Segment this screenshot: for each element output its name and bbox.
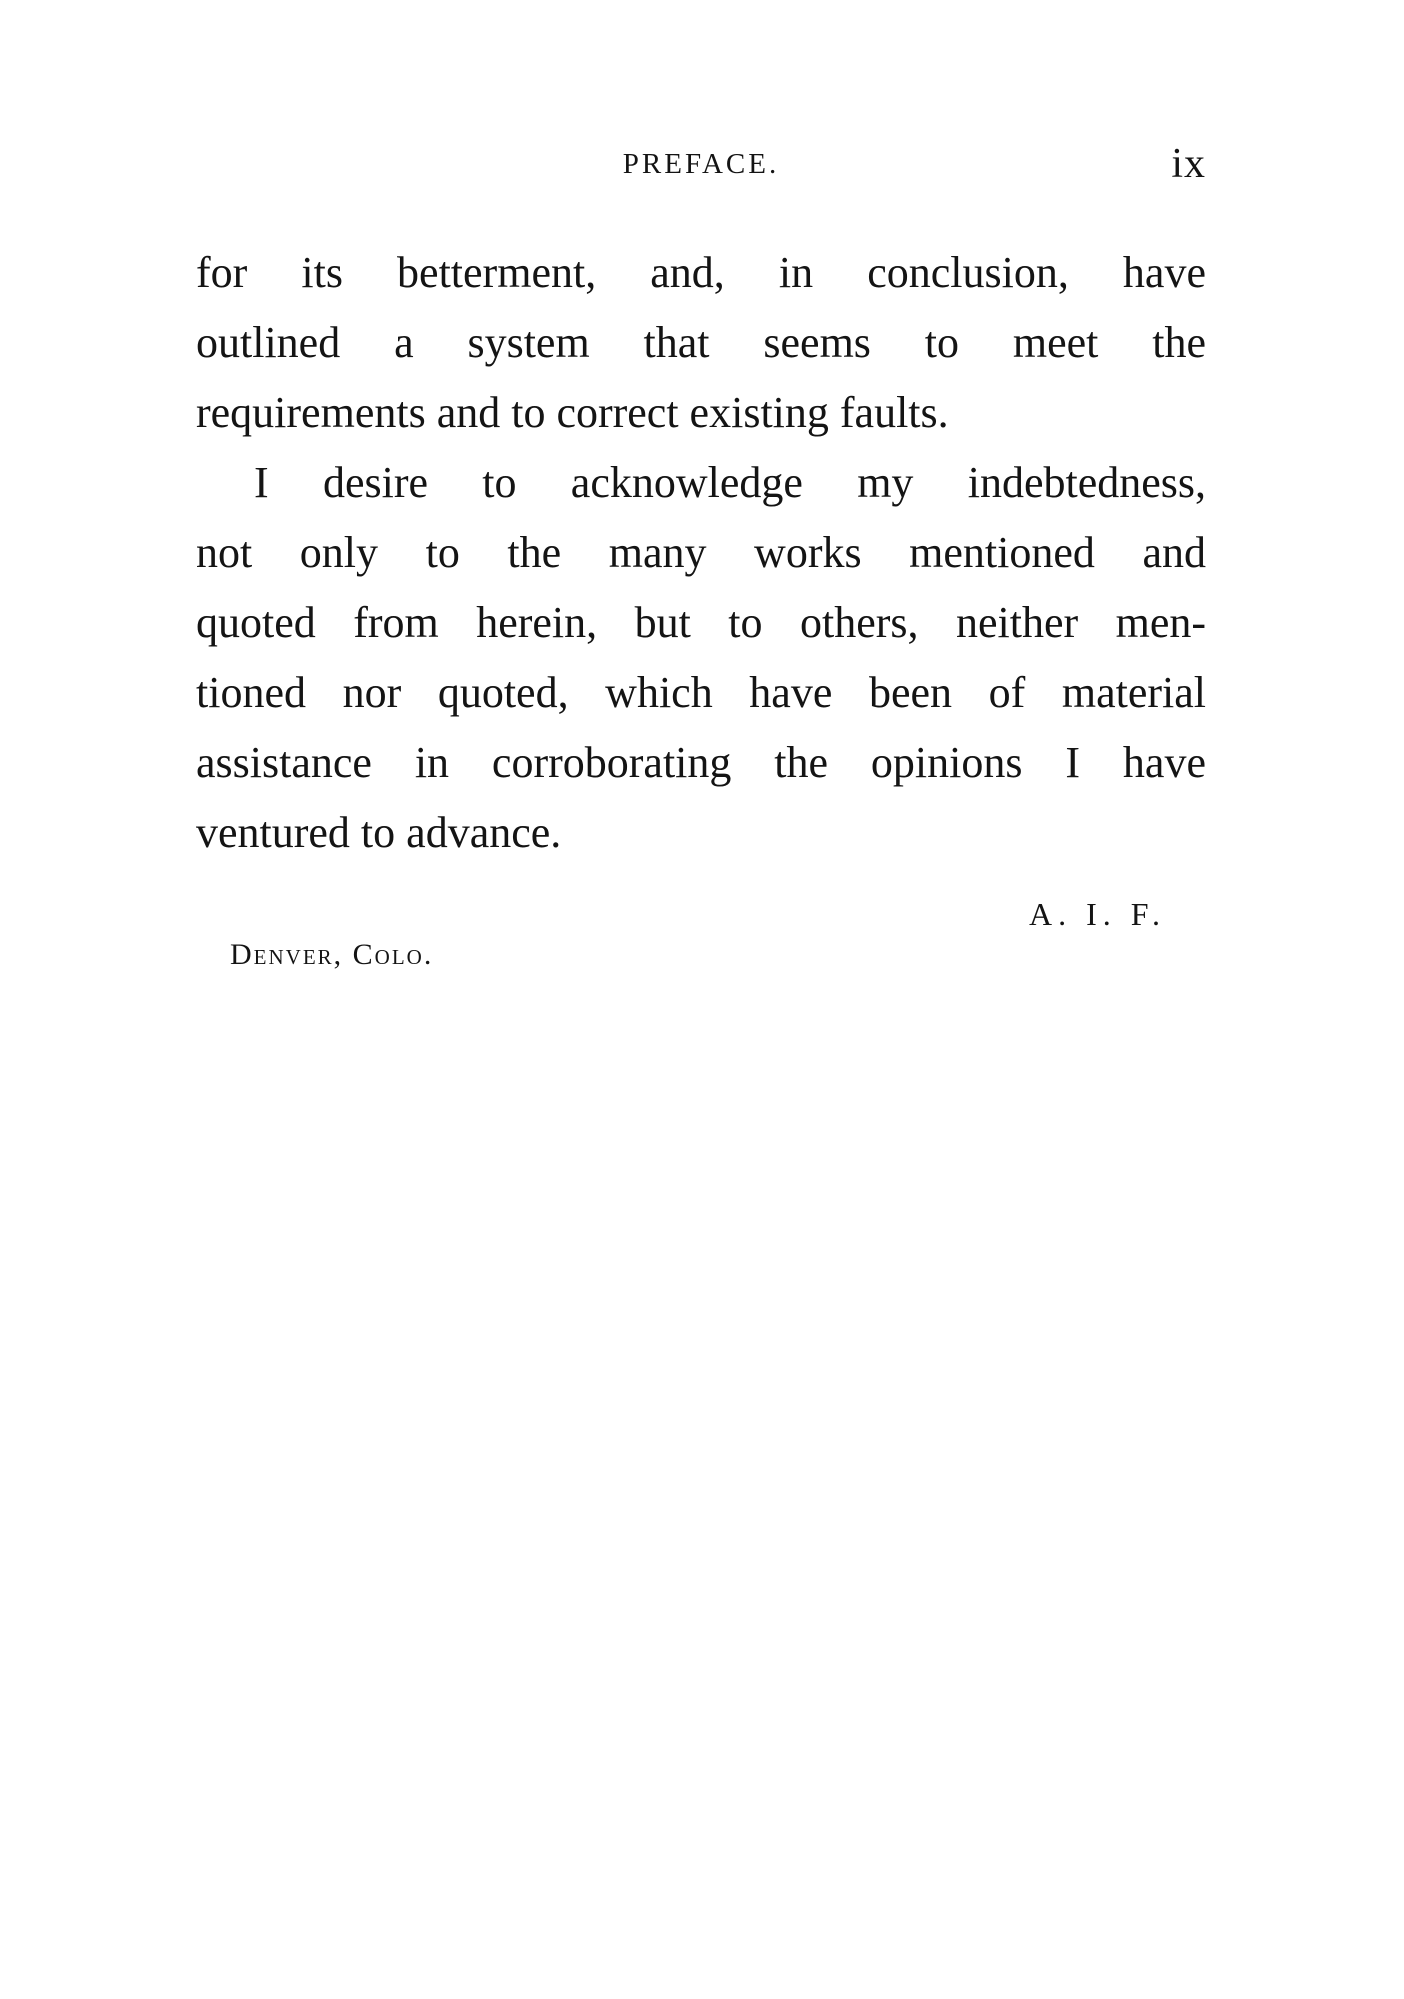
running-head: [196, 140, 1206, 190]
preface-text: [196, 238, 1206, 868]
author-initials: A. I. F.: [1029, 896, 1166, 932]
place-line: Denver, Colo.: [230, 938, 434, 971]
text-line: outlined a system that seems to meet the: [196, 318, 1206, 367]
page-number: ix: [1171, 141, 1206, 187]
text-line: requirements and to correct existing faults.: [196, 388, 949, 437]
text-line: assistance in corroborating the opinions I have: [196, 738, 1206, 787]
text-line: for its betterment, and, in conclusion, have: [196, 248, 1206, 297]
paragraph-start-line: I desire to acknowledge my indebtedness,: [254, 458, 1206, 507]
running-title: PREFACE.: [622, 148, 780, 180]
text-line: ventured to advance.: [196, 808, 562, 857]
text-line: not only to the many works mentioned and: [196, 528, 1206, 577]
text-line: quoted from herein, but to others, neither men-: [196, 598, 1206, 647]
text-line: tioned nor quoted, which have been of material: [196, 668, 1206, 717]
